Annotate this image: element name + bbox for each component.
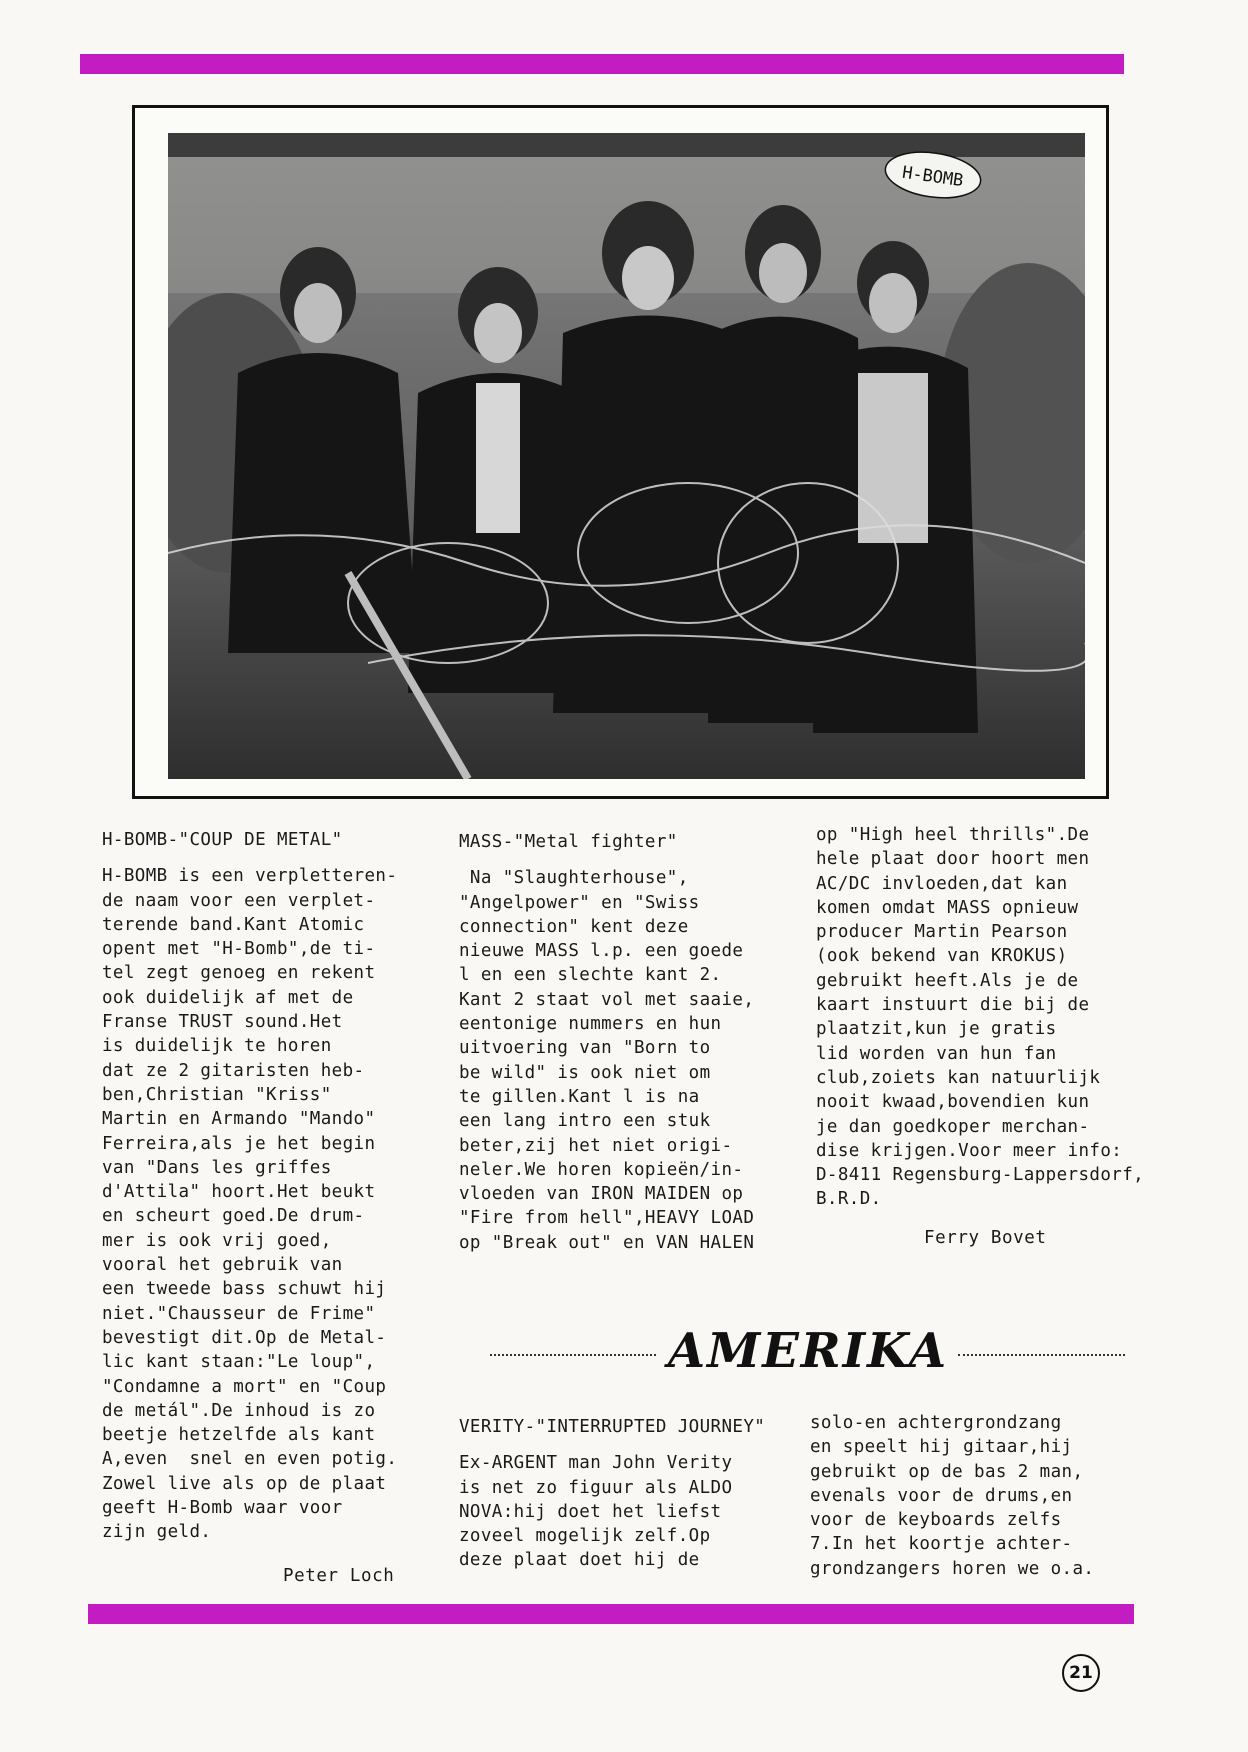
article-body (102, 864, 397, 1544)
article-heading: VERITY-"INTERRUPTED JOURNEY" (459, 1417, 766, 1437)
dotted-rule-left (490, 1354, 656, 1356)
text-line: zijn geld. (102, 1522, 212, 1543)
page-number: 21 (1062, 1654, 1100, 1692)
text-line: opent met "H-Bomb",de ti- (102, 939, 376, 960)
text-line: lic kant staan:"Le loup", (102, 1352, 376, 1373)
text-line: komen omdat MASS opnieuw (816, 897, 1079, 918)
text-line: beetje hetzelfde als kant (102, 1425, 376, 1446)
text-line: dat ze 2 gitaristen heb- (102, 1060, 365, 1081)
photo-frame (132, 105, 1109, 799)
text-line: uitvoering van "Born to (459, 1038, 711, 1059)
text-line: (ook bekend van KROKUS) (816, 946, 1068, 967)
text-line: "Fire from hell",HEAVY LOAD (459, 1208, 755, 1229)
text-line: deze plaat doet hij de (459, 1550, 700, 1571)
text-line: gebruikt op de bas 2 man, (810, 1461, 1084, 1482)
text-line: bevestigt dit.Op de Metal- (102, 1327, 387, 1348)
text-line: eentonige nummers en hun (459, 1014, 722, 1035)
text-line: l en een slechte kant 2. (459, 965, 722, 986)
text-line: de naam voor een verplet- (102, 890, 376, 911)
signature-ferry-bovet: Ferry Bovet (924, 1228, 1047, 1248)
dotted-rule-right (958, 1354, 1125, 1356)
text-line: nieuwe MASS l.p. een goede (459, 941, 744, 962)
text-line: Ex-ARGENT man John Verity (459, 1453, 733, 1474)
text-line: Ferreira,als je het begin (102, 1133, 376, 1154)
article-heading: MASS-"Metal fighter" (459, 832, 678, 852)
text-line: 7.In het koortje achter- (810, 1534, 1073, 1555)
text-line: de metál".De inhoud is zo (102, 1400, 376, 1421)
text-line: plaatzit,kun je gratis (816, 1019, 1057, 1040)
text-line: vooral het gebruik van (102, 1255, 343, 1276)
article-body (459, 1451, 765, 1572)
text-line: gebruikt heeft.Als je de (816, 970, 1079, 991)
bottom-magenta-bar (88, 1604, 1134, 1624)
text-line: mer is ook vrij goed, (102, 1230, 332, 1251)
text-line: hele plaat door hoort men (816, 849, 1090, 870)
text-line: lid worden van hun fan (816, 1043, 1057, 1064)
text-line: ook duidelijk af met de (102, 987, 354, 1008)
text-line: Martin en Armando "Mando" (102, 1109, 376, 1130)
text-line: voor de keyboards zelfs (810, 1510, 1062, 1531)
top-magenta-bar (80, 54, 1124, 74)
text-line: Franse TRUST sound.Het (102, 1012, 343, 1033)
signature-peter-loch: Peter Loch (283, 1566, 395, 1586)
text-line: een lang intro een stuk (459, 1111, 711, 1132)
text-line: "Condamne a mort" en "Coup (102, 1376, 387, 1397)
text-line: op "Break out" en VAN HALEN (459, 1232, 755, 1253)
text-line: dise krijgen.Voor meer info: (816, 1140, 1123, 1161)
text-line: vloeden van IRON MAIDEN op (459, 1184, 744, 1205)
text-line: is duidelijk te horen (102, 1036, 332, 1057)
text-line: geeft H-Bomb waar voor (102, 1498, 343, 1519)
text-line: "Angelpower" en "Swiss (459, 892, 700, 913)
text-line: d'Attila" hoort.Het beukt (102, 1182, 376, 1203)
text-line: H-BOMB is een verpletteren- (102, 866, 398, 887)
article-body (810, 1411, 1094, 1581)
article-body (816, 823, 1144, 1212)
article-verity-continued (810, 1411, 1094, 1581)
text-line: producer Martin Pearson (816, 922, 1068, 943)
article-body (459, 866, 754, 1255)
article-heading: H-BOMB-"COUP DE METAL" (102, 830, 343, 850)
section-heading-row (490, 1323, 1125, 1383)
text-line: beter,zij het niet origi- (459, 1135, 733, 1156)
text-line: grondzangers horen we o.a. (810, 1558, 1095, 1579)
text-line: nooit kwaad,bovendien kun (816, 1092, 1090, 1113)
text-line: tel zegt genoeg en rekent (102, 963, 376, 984)
text-line: evenals voor de drums,en (810, 1485, 1073, 1506)
text-line: van "Dans les griffes (102, 1157, 332, 1178)
text-line: B.R.D. (816, 1189, 882, 1210)
text-line: ben,Christian "Kriss" (102, 1084, 332, 1105)
text-line: op "High heel thrills".De (816, 825, 1090, 845)
section-title: AMERIKA (667, 1323, 949, 1379)
article-mass-continued (816, 823, 1144, 1212)
text-line: je dan goedkoper merchan- (816, 1116, 1090, 1137)
text-line: connection" kent deze (459, 916, 689, 937)
text-line: solo-en achtergrondzang (810, 1413, 1062, 1433)
text-line: is net zo figuur als ALDO (459, 1477, 733, 1498)
text-line: neler.We horen kopieën/in- (459, 1159, 744, 1180)
text-line: een tweede bass schuwt hij (102, 1279, 387, 1300)
text-line: en speelt hij gitaar,hij (810, 1437, 1073, 1458)
article-mass (459, 830, 754, 1255)
text-line: en scheurt goed.De drum- (102, 1206, 365, 1227)
text-line: niet."Chausseur de Frime" (102, 1303, 376, 1324)
text-line: NOVA:hij doet het liefst (459, 1501, 722, 1522)
article-verity (459, 1415, 765, 1573)
text-line: kaart instuurt die bij de (816, 995, 1090, 1016)
article-h-bomb (102, 828, 397, 1545)
text-line: Kant 2 staat vol met saaie, (459, 989, 755, 1010)
text-line: A,even snel en even potig. (102, 1449, 398, 1470)
text-line: club,zoiets kan natuurlijk (816, 1067, 1101, 1088)
text-line: terende band.Kant Atomic (102, 914, 365, 935)
text-line: Zowel live als op de plaat (102, 1473, 387, 1494)
text-line: zoveel mogelijk zelf.Op (459, 1526, 711, 1547)
band-photo (168, 133, 1085, 779)
text-line: be wild" is ook niet om (459, 1062, 711, 1083)
text-line: AC/DC invloeden,dat kan (816, 873, 1068, 894)
photo-label: H-BOMB (900, 162, 965, 192)
text-line: Na "Slaughterhouse", (459, 868, 689, 889)
text-line: te gillen.Kant l is na (459, 1086, 700, 1107)
text-line: D-8411 Regensburg-Lappersdorf, (816, 1165, 1145, 1186)
